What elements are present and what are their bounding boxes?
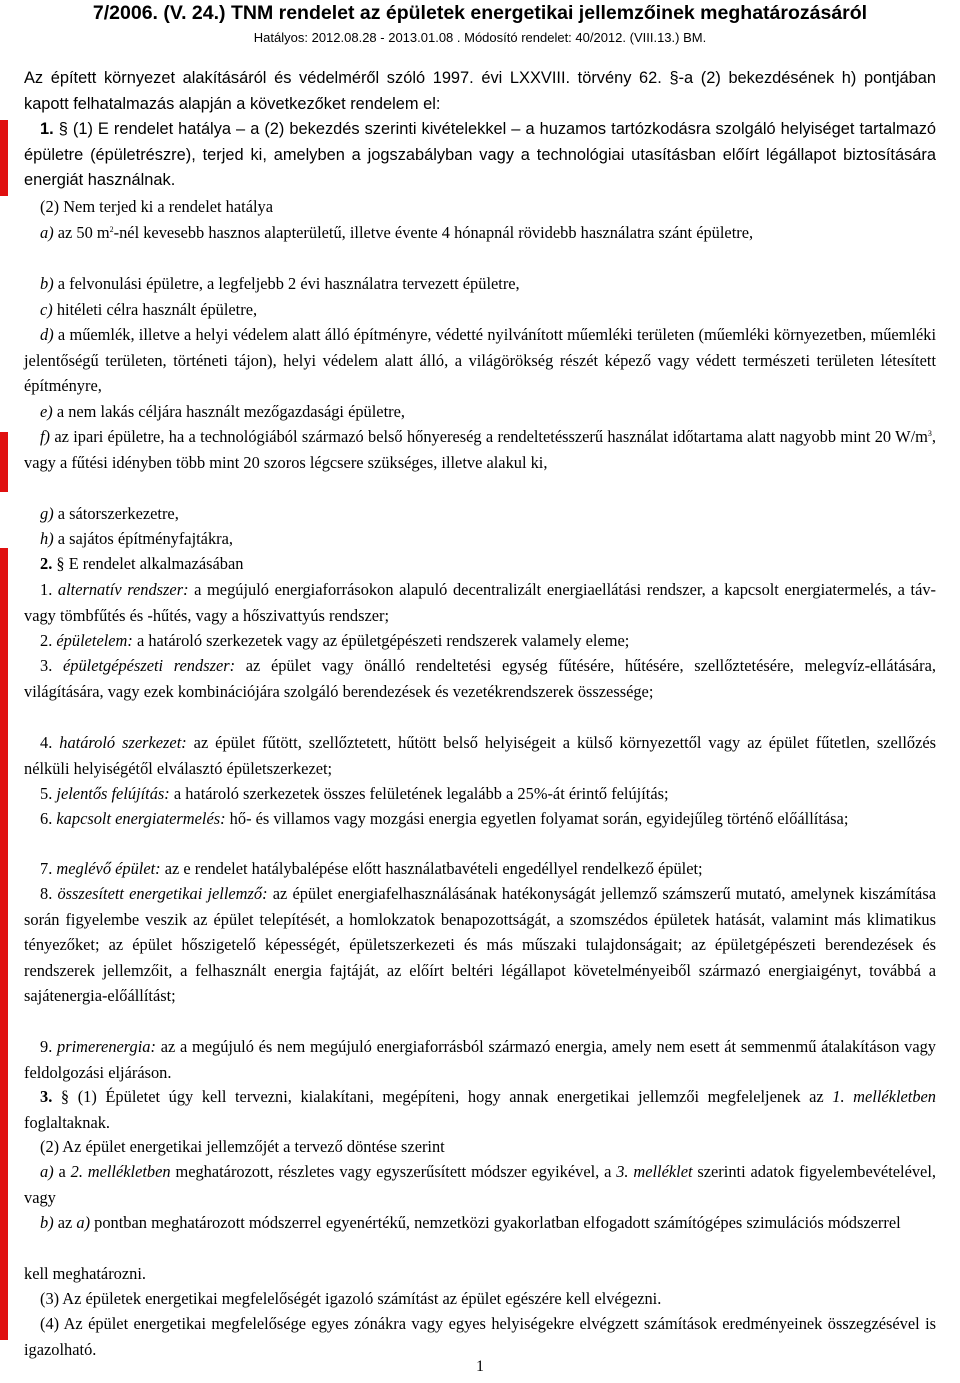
page-number: 1 [476,1358,484,1375]
point-a: a) a 2. mellékletben meghatározott, részletes vagy egyszerűsített módszer egyikével, a 3. melléklet szerinti adatok figyelembevételével, vagy [24,1162,936,1207]
section-3-paragraph-1: 3. § (1) Épületet úgy kell tervezni, kialakítani, megépíteni, hogy annak energetikai jellemzői megfeleljenek az 1. mellékletben foglaltaknak. [24,1087,936,1132]
definition-item: 3. épületgépészeti rendszer: az épület vagy önálló rendeltetési egység fűtésére, hűtésére, szellőztetésére, melegvíz-ellátására, világítására, vagy ezek kombinációjára szolgáló berendezések és vezetékrendszerek összessége; [24,656,937,701]
definition-item: 6. kapcsolt energiatermelés: hő- és villamos vagy mozgási energia egyetlen folyamat során, egyidejűleg történő előállítása; [40,809,849,828]
point-d: d) a műemlék, illetve a helyi védelem alatt álló építményre, védetté nyilvánított műemléki területen (műemléki környezetben, műemléki jelentőségű területen, történeti tájon), helyi védelem alatt álló, a világörökség részét képező vagy védett természeti területen létesített építményre, [24,325,936,396]
section-3-paragraph-4: (4) Az épület energetikai megfelelősége egyes zónákra vagy egyes helyiségekre elvégzett számítások eredményeinek összegzésével is igazolható. [24,1314,936,1359]
definition-item: 5. jelentős felújítás: a határoló szerkezetek összes felületének legalább a 25%-át érintő felújítás; [40,784,669,803]
definition-item: 8. összesített energetikai jellemző: az épület energiafelhasználásának hatékonyságát jellemző számszerű mutató, amelynek kiszámítása során figyelembe veszik az épület telepítését, a homlokzatok benapozottságát, a szomszédos épületek hatását, valamint más klimatikus tényezőket; az épület hőszigetelő képességét, épületszerkezeti és más műszaki tulajdonságait; az épületgépészeti berendezések és rendszerek jellemzőit, a felhasznált energia fajtáját, az előírt beltéri légállapot követelményeiből származó energiaigényt, továbbá a sajátenergia-előállítást; [24,884,936,1006]
document-title: 7/2006. (V. 24.) TNM rendelet az épületek energetikai jellemzőinek meghatározásáról [92,2,868,24]
section-number: 2. [40,554,53,573]
revision-marker [0,548,8,1340]
section-number: 1. [40,120,54,138]
definition-item: 4. határoló szerkezet: az épület fűtött, szellőztetett, hűtött belső helyiségeit a külső környezettől vagy az épület fűtetlen, szellőzés nélküli helyiségétől elválasztó épületszerkezet; [24,733,937,778]
definition-term: épületgépészeti rendszer: [62,656,236,675]
point-e: e) a nem lakás céljára használt mezőgazdasági épületre, [40,402,405,421]
definition-item: 9. primerenergia: az a megújuló és nem megújuló energiaforrásból származó energia, amely nem esett át semmenmű átalakításon vagy feldolgozási eljáráson. [24,1037,936,1082]
definition-term: jelentős felújítás: [56,784,170,803]
definition-term: határoló szerkezet: [59,733,187,752]
point-f: f) az ipari épületre, ha a technológiából származó belső hőnyereség a rendeltetésszerű használat időtartama alatt nagyobb mint 20 $W/m^3$, vagy a fűtési idényben több mint 20 szoros légcsere szükséges, illetve alakul ki, [24,427,936,472]
point-b: b) az a) pontban meghatározott módszerrel egyenértékű, nemzetközi gyakorlatban elfogadott számítógépes szimulációs módszerrel [40,1213,901,1232]
definition-term: meglévő épület: [56,859,161,878]
document-validity: Hatályos: 2012.08.28 - 2013.01.08 . Módosító rendelet: 40/2012. (VIII.13.) BM. [253,30,707,45]
preamble: Az épített környezet alakításáról és védelméről szóló 1997. évi LXXVIII. törvény 62. §-a (2) bekezdésének h) pontjában kapott felhatalmazás alapján a következőket rendelem el: [24,69,936,113]
definition-term: összesített energetikai jellemző: [57,884,268,903]
section-1-paragraph-1: 1. § (1) E rendelet hatálya – a (2) bekezdés szerinti kivételekkel – a huzamos tartózkodásra szolgáló helyiséget tartalmazó épületre (épületrészre), terjed ki, amelyben a jogszabályban vagy a technológiai utasításban előírt légállapot biztosítására energiát használnak. [24,120,937,190]
section-3-paragraph-2: (2) Az épület energetikai jellemzőjét a tervező döntése szerint [40,1137,445,1156]
point-b: b) a felvonulási épületre, a legfeljebb 2 évi használatra tervezett épületre, [40,274,520,293]
point-g: g) a sátorszerkezetre, [40,504,179,523]
definition-item: 2. épületelem: a határoló szerkezetek vagy az épületgépészeti rendszerek valamely eleme; [40,631,630,650]
definition-item: 7. meglévő épület: az e rendelet hatálybalépése előtt használatbavételi engedéllyel rendelkező épület; [40,859,703,878]
section-1-paragraph-2: (2) Nem terjed ki a rendelet hatálya [40,197,273,216]
revision-marker [0,432,8,492]
point-c: c) hitéleti célra használt épületre, [40,300,258,319]
definition-term: primerenergia: [57,1037,156,1056]
definition-term: épületelem: [56,631,133,650]
point-a: a) az 50 $m^2$-nél kevesebb hasznos alapterületű, illetve évente 4 hónapnál rövidebb használatra szánt épületre, [40,223,754,242]
definition-item: 1. alternatív rendszer: a megújuló energiaforrásokon alapuló decentralizált energiaellátási rendszer, a kapcsolt energiatermelés, a táv- vagy tömbfűtés és -hűtés, vagy a hőszivattyús rendszer; [24,580,936,625]
point-h: h) a sajátos építményfajtákra, [40,529,233,548]
section-3-closing: kell meghatározni. [24,1264,146,1283]
definition-term: alternatív rendszer: [57,580,189,599]
revision-marker [0,120,8,196]
definition-term: kapcsolt energiatermelés: [56,809,226,828]
section-number: 3. [40,1087,53,1106]
section-3-paragraph-3: (3) Az épületek energetikai megfelelőségét igazoló számítást az épület egészére kell elvégezni. [40,1289,662,1308]
section-2-heading: 2. § E rendelet alkalmazásában [40,554,244,573]
